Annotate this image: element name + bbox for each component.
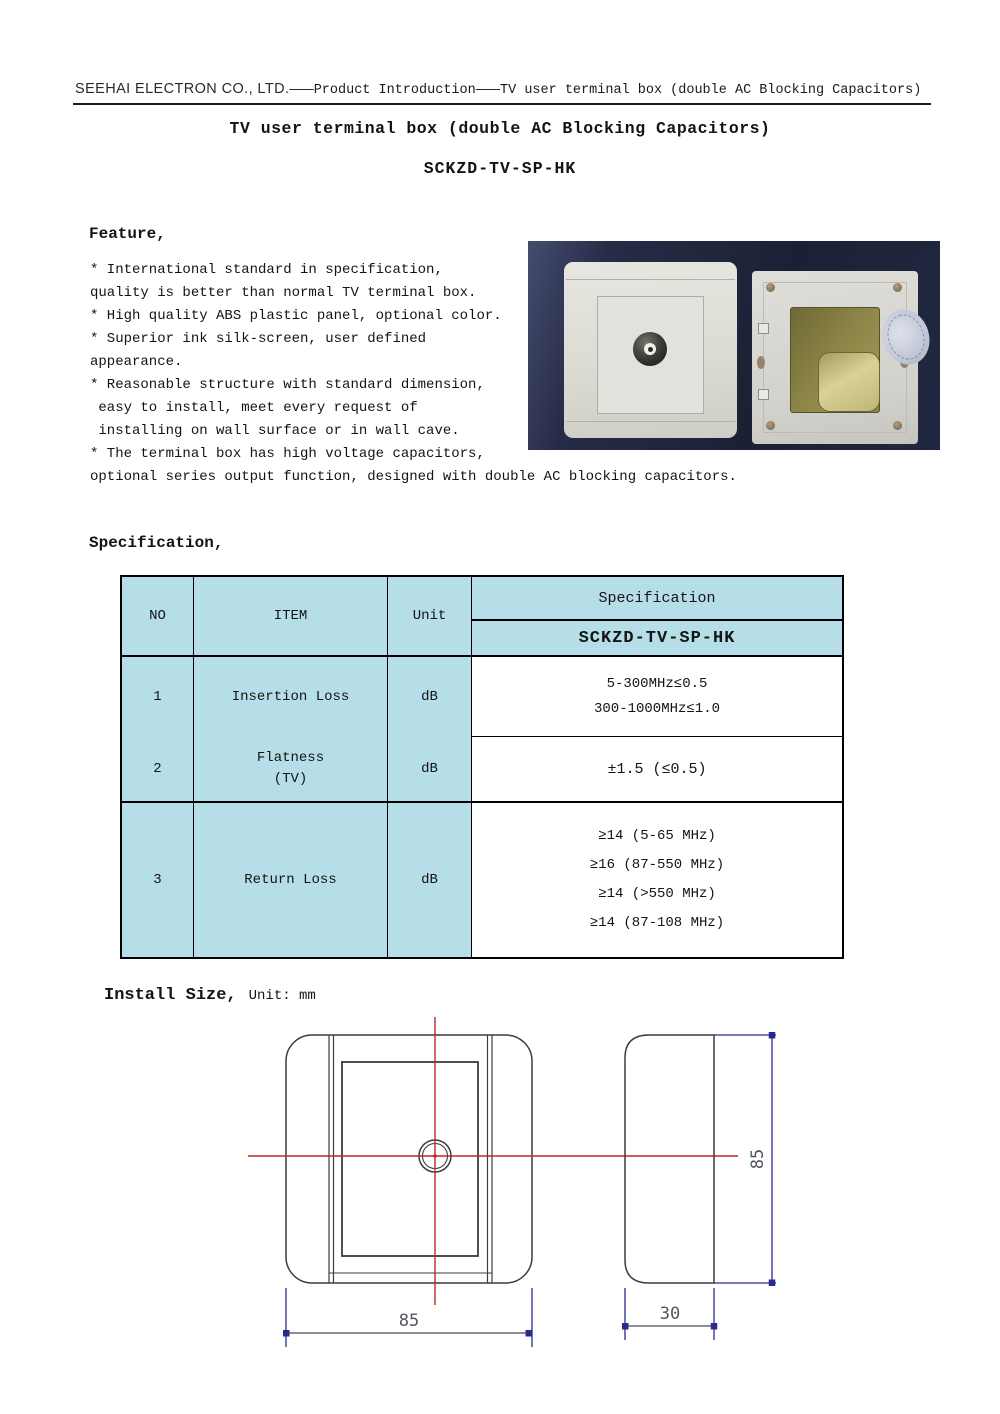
cell-item-3: Return Loss	[194, 803, 388, 957]
screw-hole	[893, 283, 902, 292]
install-size-heading: Install Size,	[104, 986, 237, 1005]
centerlines	[248, 1017, 738, 1305]
feature-line: * International standard in specification,	[90, 262, 443, 278]
header-rule	[73, 103, 931, 105]
screw-hole	[766, 421, 775, 430]
col-header-item: ITEM	[194, 577, 388, 657]
feature-line: optional series output function, designed with double AC blocking capacitors.	[90, 469, 737, 485]
dim-label-side-depth: 30	[659, 1304, 681, 1324]
front-view-drawing	[286, 1035, 532, 1283]
feature-line: * Superior ink silk-screen, user defined	[90, 331, 427, 347]
header-product-text: ———Product Introduction———TV user terminal box (double AC Blocking Capacitors)	[289, 83, 922, 98]
feature-line: * High quality ABS plastic panel, optional color.	[90, 308, 502, 324]
coax-hole	[648, 347, 653, 352]
spec-value: ≥14 (>550 MHz)	[598, 886, 716, 902]
mount-slot	[758, 389, 769, 400]
feature-line: installing on wall surface or in wall cave.	[90, 423, 460, 439]
dim-label-front-width: 85	[398, 1311, 420, 1331]
cable-slot	[757, 356, 765, 369]
screw-hole	[766, 283, 775, 292]
cell-no-3: 3	[122, 803, 194, 957]
front-bottom-seam	[566, 421, 735, 422]
item-label: Flatness	[256, 750, 325, 766]
front-width-dimension	[283, 1288, 532, 1347]
mount-slot	[758, 323, 769, 334]
col-header-no: NO	[122, 577, 194, 657]
cell-no-1: 1	[122, 657, 194, 737]
side-view-drawing	[622, 1032, 776, 1340]
unit-note: Unit: mm	[248, 988, 316, 1004]
screw-hole	[893, 421, 902, 430]
cell-values-3	[472, 803, 842, 957]
feature-line: quality is better than normal TV terminal box.	[90, 285, 477, 301]
coax-connector	[633, 332, 667, 366]
col-header-unit: Unit	[388, 577, 472, 657]
company-name: SEEHAI ELECTRON CO., LTD.	[75, 81, 290, 97]
feature-line: * The terminal box has high voltage capacitors,	[90, 446, 485, 462]
spec-value: ≥14 (87-108 MHz)	[589, 915, 725, 931]
feature-line: easy to install, meet every request of	[90, 400, 418, 416]
page-title: TV user terminal box (double AC Blocking Capacitors)	[229, 119, 771, 138]
brass-shield	[790, 307, 880, 413]
photo-back-view	[752, 271, 918, 444]
feature-line: * Reasonable structure with standard dimension,	[90, 377, 485, 393]
item-label: (TV)	[273, 771, 308, 787]
spec-header-cell: Specification	[472, 577, 842, 621]
coax-center-pin	[644, 343, 656, 355]
cell-item-1: Insertion Loss	[194, 657, 388, 737]
spec-value: ≥16 (87-550 MHz)	[589, 857, 725, 873]
dim-label-side-height: 85	[748, 1148, 768, 1170]
front-top-seam	[566, 279, 735, 280]
spec-value: 5-300MHz≤0.5	[606, 675, 708, 692]
feature-line: appearance.	[90, 354, 183, 370]
product-photo	[528, 241, 940, 450]
cell-values-2: ±1.5 (≤0.5)	[472, 737, 842, 803]
cell-unit-2: dB	[388, 737, 472, 803]
feature-heading: Feature,	[89, 225, 166, 243]
cell-item-2	[194, 737, 388, 803]
model-number: SCKZD-TV-SP-HK	[423, 159, 577, 178]
spec-value: ≥14 (5-65 MHz)	[598, 828, 716, 844]
spec-model-cell: SCKZD-TV-SP-HK	[472, 621, 842, 657]
brass-shield-cover	[818, 352, 880, 412]
cell-values-1	[472, 657, 842, 737]
cell-no-2: 2	[122, 737, 194, 803]
photo-front-view	[564, 262, 737, 438]
specification-table	[120, 575, 844, 959]
cell-unit-3: dB	[388, 803, 472, 957]
cell-unit-1: dB	[388, 657, 472, 737]
install-drawing	[230, 1008, 970, 1358]
specification-heading: Specification,	[89, 534, 224, 552]
install-size-section	[104, 986, 316, 1005]
page-header	[75, 80, 955, 98]
spec-value: 300-1000MHz≤1.0	[593, 700, 721, 717]
